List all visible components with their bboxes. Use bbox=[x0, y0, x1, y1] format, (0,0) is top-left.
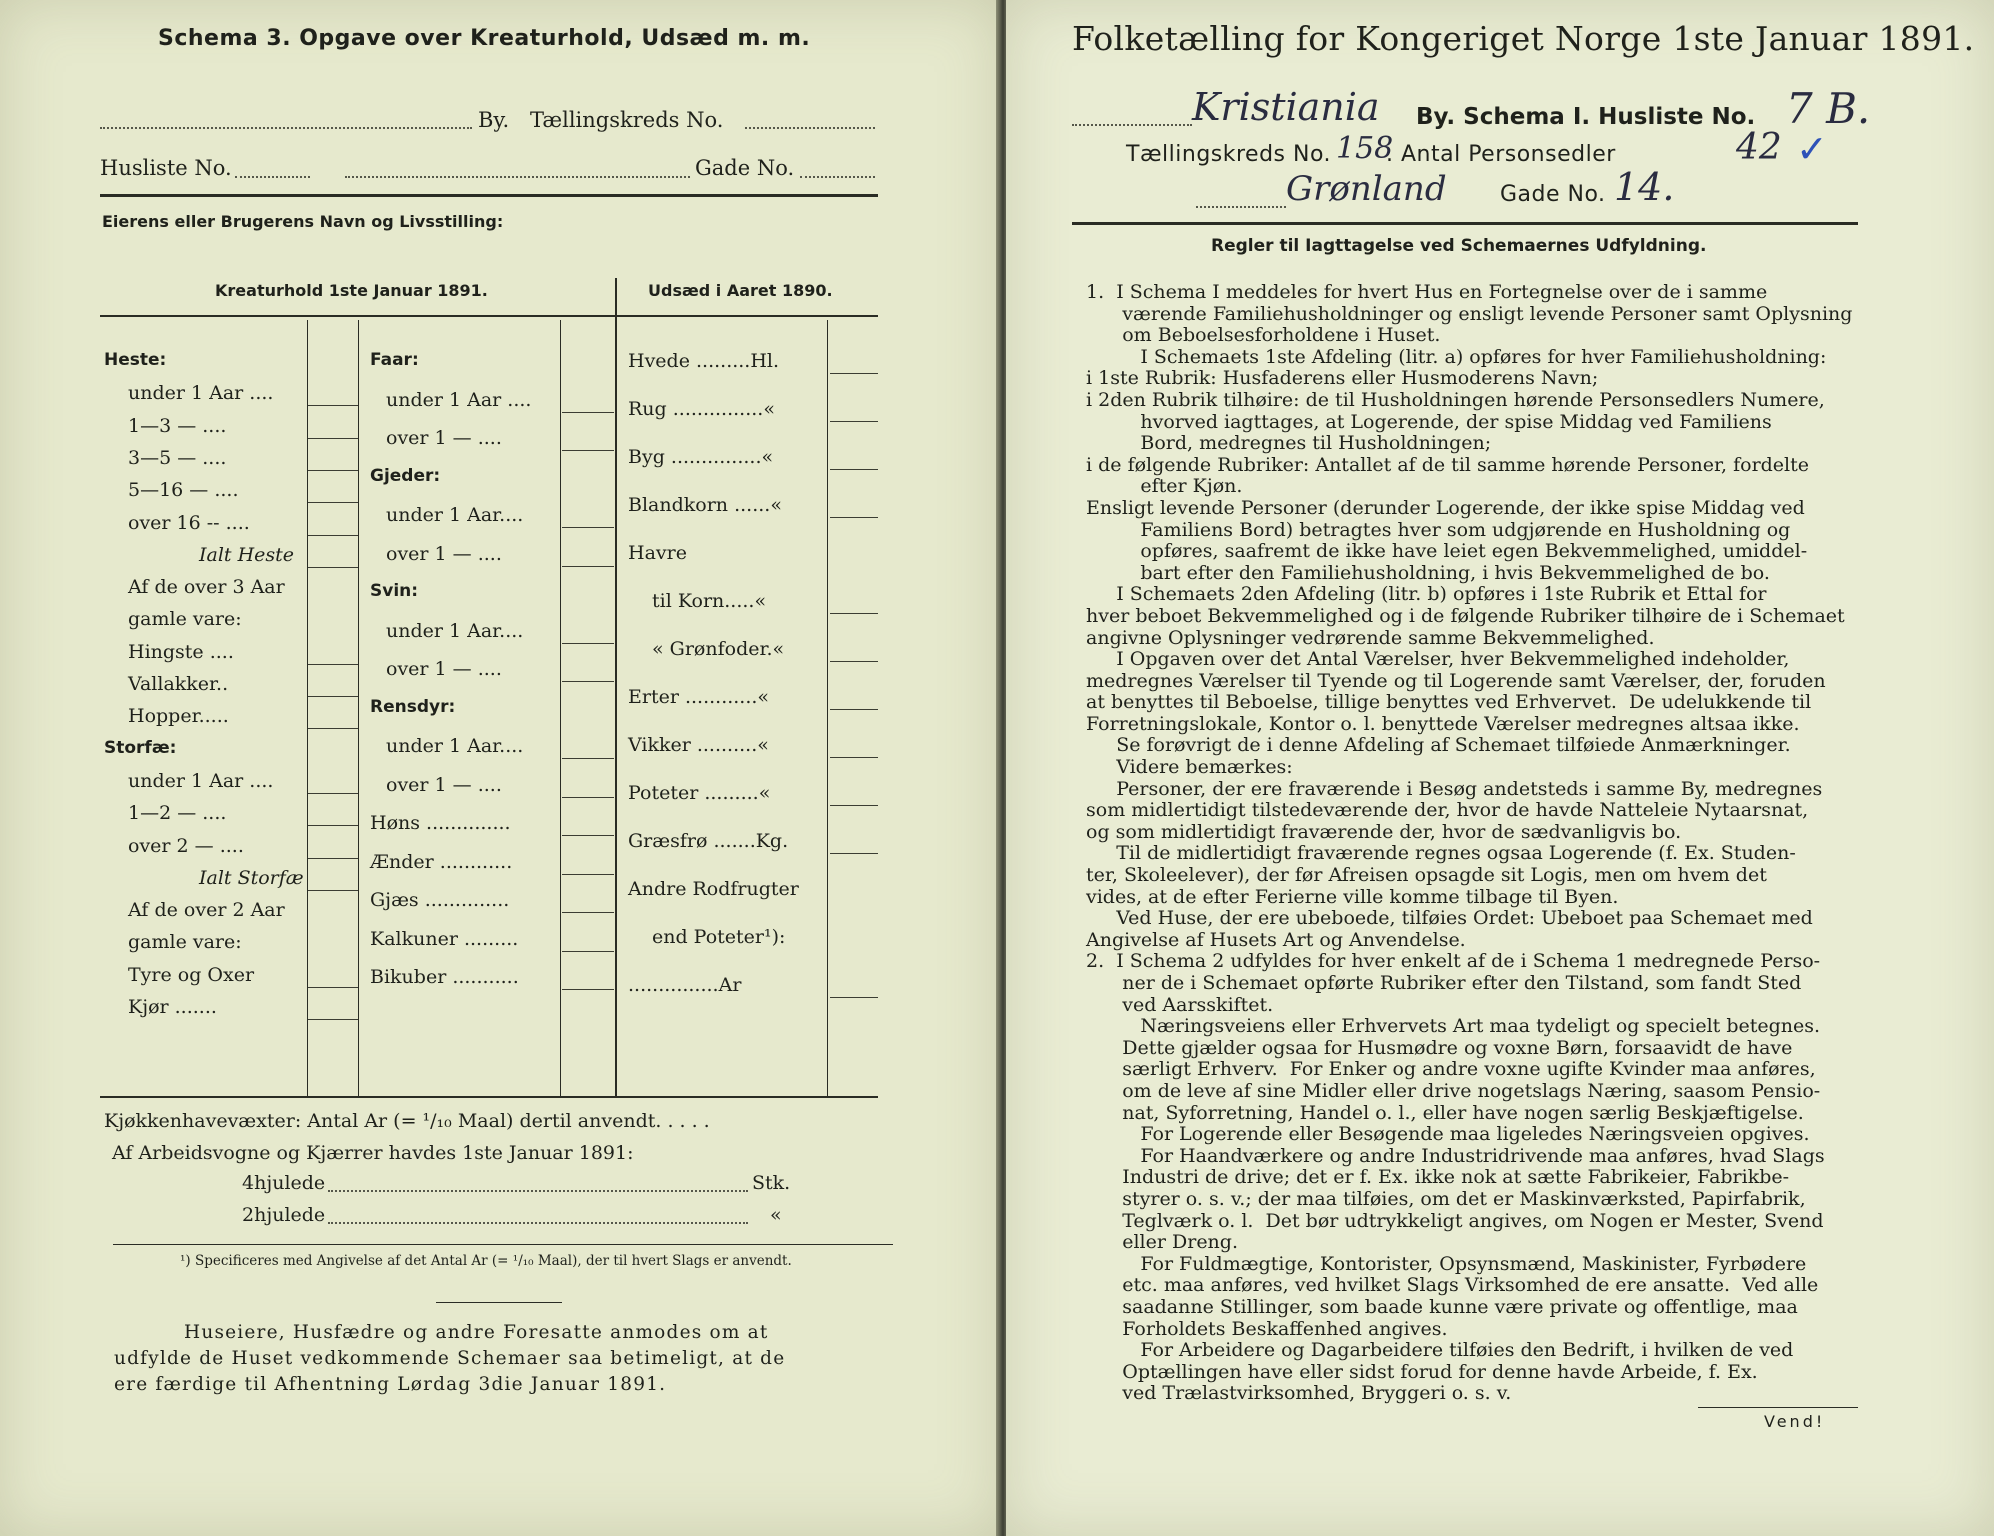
gade-label: Gade No. bbox=[1500, 182, 1606, 207]
col1-row-14: 1—2 — .... bbox=[128, 802, 227, 825]
col1-row-12: Storfæ: bbox=[104, 737, 177, 758]
census-title: Folketælling for Kongeriget Norge 1ste Januar 1891. bbox=[1072, 19, 1975, 58]
col2-row-1: under 1 Aar .... bbox=[386, 388, 532, 411]
col2-row-10: under 1 Aar.... bbox=[386, 735, 524, 757]
col1-row-16: Ialt Storfæ bbox=[199, 866, 304, 889]
col2-blank-12 bbox=[562, 835, 614, 836]
col1-blank-19 bbox=[308, 987, 358, 988]
col1-row-13: under 1 Aar .... bbox=[128, 769, 274, 792]
vend-label: Vend! bbox=[1764, 1412, 1826, 1431]
col3-row-4: Havre bbox=[628, 542, 687, 564]
udsaed-heading: Udsæd i Aaret 1890. bbox=[648, 281, 833, 300]
col2-blank-7 bbox=[562, 643, 614, 644]
rule-line-45: For Fuldmægtige, Kontorister, Opsynsmænd, Maskinister, Fyrbødere bbox=[1086, 1252, 1807, 1275]
rule-line-21: Se forøvrigt de i denne Afdeling af Schemaet tilføiede Anmærkninger. bbox=[1086, 734, 1791, 757]
col3-blank-9 bbox=[830, 805, 878, 806]
rule-line-28: vides, at de efter Ferierne ville komme tilbage til Byen. bbox=[1086, 885, 1619, 908]
col1-row-10: Vallakker.. bbox=[128, 673, 229, 695]
rule-line-44: eller Dreng. bbox=[1086, 1231, 1238, 1254]
closing-line-3: ere færdige til Afhentning Lørdag 3die Januar 1891. bbox=[114, 1374, 667, 1395]
rule-line-17: I Opgaven over det Antal Værelser, hver Bekvemmelighed indeholder, bbox=[1086, 648, 1790, 671]
col2-row-12: Høns .............. bbox=[370, 812, 511, 834]
rule-line-22: Videre bemærkes: bbox=[1086, 756, 1293, 779]
col1-row-4: 5—16 — .... bbox=[128, 479, 239, 502]
rule-line-1: værende Familiehusholdninger og ensligt levende Personer samt Oplysning bbox=[1086, 302, 1853, 325]
gade-label: Gade No. bbox=[695, 156, 795, 180]
rule-line-39: For Logerende eller Besøgende maa ligeledes Næringsveien opgives. bbox=[1086, 1123, 1810, 1146]
col2-blank-2 bbox=[562, 450, 614, 451]
rule-line-35: Dette gjælder ogsaa for Husmødre og voxne Børn, forsaavidt de have bbox=[1086, 1036, 1793, 1059]
col3-row-3: Blandkorn ......« bbox=[628, 494, 782, 516]
col3-row-7: Erter ............« bbox=[628, 686, 770, 708]
col1-row-19: Tyre og Oxer bbox=[128, 963, 255, 986]
rule-line-24: som midlertidigt tilstedeværende der, hvor de havde Natteleie Nytaarsnat, bbox=[1086, 799, 1809, 822]
col1-row-8: gamle vare: bbox=[128, 608, 242, 631]
col3-row-9: Poteter .........« bbox=[628, 782, 771, 804]
col1-blank-20 bbox=[308, 1019, 358, 1020]
rule-line-51: ved Trælastvirksomhed, Bryggeri o. s. v. bbox=[1086, 1382, 1512, 1405]
rule-line-5: i 2den Rubrik tilhøire: de til Husholdningen hørende Personsedlers Numere, bbox=[1086, 388, 1825, 411]
col3-blank-0 bbox=[830, 373, 878, 374]
rules-text bbox=[1086, 282, 1866, 1405]
handwritten-husliste: 7 B. bbox=[1786, 84, 1871, 133]
by-label: By. bbox=[478, 108, 510, 132]
right-page bbox=[1006, 0, 1994, 1536]
col1-blank-9 bbox=[308, 664, 358, 665]
col2-blank-14 bbox=[562, 912, 614, 913]
kreaturhold-heading: Kreaturhold 1ste Januar 1891. bbox=[215, 281, 488, 300]
rule-line-18: medregnes Værelser til Tyende og til Logerende samt Værelser, der, foruden bbox=[1086, 669, 1826, 692]
col1-blank-14 bbox=[308, 825, 358, 826]
col1-row-2: 1—3 — .... bbox=[128, 414, 227, 437]
rule-line-30: Angivelse af Husets Art og Anvendelse. bbox=[1086, 928, 1466, 951]
col2-blank-13 bbox=[562, 874, 614, 875]
col1-row-3: 3—5 — .... bbox=[128, 446, 227, 469]
col1-blank-11 bbox=[308, 728, 358, 729]
col1-blank-16 bbox=[308, 890, 358, 891]
rule-line-7: Bord, medregnes til Husholdningen; bbox=[1086, 432, 1492, 455]
rule-line-46: etc. maa anføres, ved hvilket Slags Virksomhed de ere ansatte. Ved alle bbox=[1086, 1274, 1819, 1297]
rule-line-8: i de følgende Rubriker: Antallet af de til samme hørende Personer, fordelte bbox=[1086, 453, 1810, 476]
col1-row-18: gamle vare: bbox=[128, 931, 242, 954]
col2-blank-5 bbox=[562, 566, 614, 567]
blue-check-mark: ✓ bbox=[1796, 127, 1828, 171]
rule-line-19: at benyttes til Beboelse, tillige benyttes ved Erhvervet. De udelukkende til bbox=[1086, 691, 1812, 714]
handwritten-antal: 42 bbox=[1736, 127, 1782, 168]
col1-row-15: over 2 — .... bbox=[128, 834, 244, 857]
col2-row-14: Gjæs .............. bbox=[370, 889, 510, 911]
kjokkenhave-line: Kjøkkenhavevæxter: Antal Ar (= ¹/₁₀ Maal) dertil anvendt. . . . . bbox=[104, 1110, 710, 1132]
rule-line-20: Forretningslokale, Kontor o. l. benyttede Værelser medregnes altsaa ikke. bbox=[1086, 712, 1800, 735]
handwritten-tk: 158 bbox=[1336, 131, 1394, 166]
taellingskreds-label: Tællingskreds No. bbox=[1126, 142, 1332, 167]
col3-blank-8 bbox=[830, 757, 878, 758]
col2-row-16: Bikuber ........... bbox=[370, 966, 519, 988]
rule-line-25: og som midlertidigt fraværende der, hvor de sædvanligvis bo. bbox=[1086, 820, 1682, 843]
col1-blank-6 bbox=[308, 567, 358, 568]
col3-blank-1 bbox=[830, 421, 878, 422]
rule-line-15: hver beboet Bekvemmelighed og i de følgende Rubriker tilhøire de i Schemaet bbox=[1086, 604, 1845, 627]
col2-row-15: Kalkuner ......... bbox=[370, 927, 519, 950]
rule-line-33: ved Aarsskiftet. bbox=[1086, 993, 1274, 1016]
handwritten-city: Kristiania bbox=[1192, 85, 1380, 129]
rule-line-6: hvorved iagttages, at Logerende, der spise Middag ved Familiens bbox=[1086, 410, 1772, 433]
rule-line-40: For Haandværkere og andre Industridrivende maa anføres, hvad Slags bbox=[1086, 1144, 1825, 1167]
col3-blank-7 bbox=[830, 709, 878, 710]
col2-row-3: Gjeder: bbox=[370, 465, 441, 486]
col1-row-6: Ialt Heste bbox=[199, 543, 295, 566]
rule-line-37: om de leve af sine Midler eller drive nogetslags Næring, saasom Pensio- bbox=[1086, 1079, 1821, 1102]
rule-line-13: bart efter den Familiehusholdning, i hvis Bekvemmelighed de bo. bbox=[1086, 561, 1770, 584]
closing-line-2: udfylde de Huset vedkommende Schemaer saa betimeligt, at de bbox=[114, 1348, 786, 1369]
col1-blank-3 bbox=[308, 470, 358, 471]
col3-blank-2 bbox=[830, 469, 878, 470]
rule-line-41: Industri de drive; det er f. Ex. ikke nok at sætte Fabrikeier, Fabrikbe- bbox=[1086, 1166, 1790, 1189]
rule-line-3: I Schemaets 1ste Afdeling (litr. a) opføres for hver Familiehusholdning: bbox=[1086, 345, 1827, 368]
4hjulede-unit: Stk. bbox=[752, 1172, 791, 1194]
col3-row-2: Byg ...............« bbox=[628, 446, 774, 468]
col2-blank-16 bbox=[562, 989, 614, 990]
col3-row-6: « Grønfoder.« bbox=[652, 638, 785, 660]
col1-blank-13 bbox=[308, 793, 358, 794]
col1-row-5: over 16 -- .... bbox=[128, 511, 250, 534]
col2-row-9: Rensdyr: bbox=[370, 696, 456, 717]
col3-blank-5 bbox=[830, 613, 878, 614]
rule-line-42: styrer o. s. v.; der maa tilføies, om det er Maskinværksted, Papirfabrik, bbox=[1086, 1187, 1806, 1210]
by-schema-label: By. Schema I. Husliste No. bbox=[1416, 104, 1756, 130]
col3-blank-6 bbox=[830, 661, 878, 662]
col2-row-0: Faar: bbox=[370, 350, 419, 370]
col3-blank-10 bbox=[830, 853, 878, 854]
col1-row-0: Heste: bbox=[104, 350, 167, 370]
rule-line-0: 1. I Schema I meddeles for hvert Hus en Fortegnelse over de i samme bbox=[1086, 281, 1768, 303]
col1-row-9: Hingste .... bbox=[128, 640, 234, 663]
rule-line-36: særligt Erhverv. For Enker og andre voxne ugifte Kvinder maa anføres, bbox=[1086, 1058, 1816, 1081]
rule-line-26: Til de midlertidigt fraværende regnes ogsaa Logerende (f. Ex. Studen- bbox=[1086, 842, 1796, 865]
col1-blank-4 bbox=[308, 502, 358, 503]
col2-row-5: over 1 — .... bbox=[386, 542, 502, 565]
rule-line-11: Familiens Bord) betragtes hver som udgjørende en Husholdning og bbox=[1086, 518, 1791, 541]
closing-line-1: Huseiere, Husfædre og andre Foresatte anmodes om at bbox=[184, 1322, 769, 1343]
col2-row-4: under 1 Aar.... bbox=[386, 504, 524, 526]
rule-line-29: Ved Huse, der ere ubeboede, tilføies Ordet: Ubeboet paa Schemaet med bbox=[1086, 907, 1813, 930]
col3-row-8: Vikker ..........« bbox=[628, 734, 769, 756]
rule-line-9: efter Kjøn. bbox=[1086, 475, 1243, 498]
rule-line-50: Optællingen have eller sidst forud for denne havde Arbeide, f. Ex. bbox=[1086, 1360, 1758, 1383]
rule-line-43: Teglværk o. l. Det bør udtrykkeligt angives, om Nogen er Mester, Svend bbox=[1086, 1209, 1824, 1232]
4hjulede-label: 4hjulede bbox=[242, 1172, 326, 1194]
schema3-title: Schema 3. Opgave over Kreaturhold, Udsæd m. m. bbox=[158, 26, 811, 51]
rule-line-4: i 1ste Rubrik: Husfaderens eller Husmoderens Navn; bbox=[1086, 367, 1599, 390]
col2-blank-4 bbox=[562, 527, 614, 528]
rule-line-23: Personer, der ere fraværende i Besøg andetsteds i samme By, medregnes bbox=[1086, 777, 1823, 800]
col1-row-7: Af de over 3 Aar bbox=[128, 576, 285, 599]
col1-row-17: Af de over 2 Aar bbox=[128, 899, 285, 922]
col1-blank-15 bbox=[308, 858, 358, 859]
col3-row-13: ...............Ar bbox=[628, 974, 742, 996]
col3-row-0: Hvede .........Hl. bbox=[628, 350, 780, 372]
rule-line-2: om Beboelsesforholdene i Huset. bbox=[1086, 324, 1441, 347]
col3-row-12: end Poteter¹): bbox=[652, 926, 786, 948]
col3-blank-3 bbox=[830, 517, 878, 518]
rule-line-34: Næringsveiens eller Erhvervets Art maa tydeligt og specielt betegnes. bbox=[1086, 1015, 1821, 1038]
rule-line-16: angivne Oplysninger vedrørende samme Bekvemmelighed. bbox=[1086, 626, 1655, 649]
col2-row-11: over 1 — .... bbox=[386, 773, 502, 796]
rule-line-49: For Arbeidere og Dagarbeidere tilføies den Bedrift, i hvilken de ved bbox=[1086, 1339, 1794, 1362]
col2-row-13: Ænder ............ bbox=[370, 850, 513, 873]
col2-blank-8 bbox=[562, 681, 614, 682]
arbeidsvogne-line: Af Arbeidsvogne og Kjærrer havdes 1ste Januar 1891: bbox=[112, 1142, 634, 1164]
col1-row-20: Kjør ....... bbox=[128, 996, 217, 1018]
footnote: ¹) Specificeres med Angivelse af det Antal Ar (= ¹/₁₀ Maal), der til hvert Slags er anvendt. bbox=[180, 1253, 792, 1269]
rule-line-12: opføres, saafremt de ikke have leiet egen Bekvemmelighed, umiddel- bbox=[1086, 540, 1808, 563]
col3-row-1: Rug ...............« bbox=[628, 398, 775, 420]
col2-row-6: Svin: bbox=[370, 581, 419, 601]
2hjulede-unit: « bbox=[770, 1204, 782, 1226]
col1-row-1: under 1 Aar .... bbox=[128, 382, 274, 405]
taellingskreds-label: Tællingskreds No. bbox=[530, 108, 724, 132]
rule-line-14: I Schemaets 2den Afdeling (litr. b) opføres i 1ste Rubrik et Ettal for bbox=[1086, 583, 1767, 606]
col3-row-5: til Korn.....« bbox=[652, 590, 767, 612]
col2-blank-11 bbox=[562, 797, 614, 798]
col1-blank-10 bbox=[308, 696, 358, 697]
rule-line-10: Ensligt levende Personer (derunder Logerende, der ikke spise Middag ved bbox=[1086, 496, 1805, 519]
rule-line-47: saadanne Stillinger, som baade kunne være private og offentlige, maa bbox=[1086, 1295, 1798, 1318]
husliste-label: Husliste No. bbox=[100, 156, 232, 180]
col2-row-7: under 1 Aar.... bbox=[386, 619, 524, 642]
col2-row-2: over 1 — .... bbox=[386, 427, 502, 449]
col1-blank-1 bbox=[308, 405, 358, 406]
2hjulede-label: 2hjulede bbox=[242, 1204, 326, 1226]
col1-blank-2 bbox=[308, 438, 358, 439]
col3-row-11: Andre Rodfrugter bbox=[628, 878, 799, 900]
antal-personsedler-label: . Antal Personsedler bbox=[1386, 142, 1616, 167]
col2-blank-1 bbox=[562, 412, 614, 413]
col1-row-11: Hopper..... bbox=[128, 705, 229, 728]
col1-blank-5 bbox=[308, 535, 358, 536]
rule-line-27: ter, Skoleelever), der før Afreisen opsagde sit Logis, men om hvem det bbox=[1086, 864, 1767, 887]
col2-blank-10 bbox=[562, 758, 614, 759]
owner-label: Eierens eller Brugerens Navn og Livsstilling: bbox=[102, 212, 504, 231]
rule-line-48: Forholdets Beskaffenhed angives. bbox=[1086, 1317, 1448, 1340]
rule-line-38: nat, Syforretning, Handel o. l., eller have nogen særlig Beskjæftigelse. bbox=[1086, 1101, 1804, 1124]
col2-row-8: over 1 — .... bbox=[386, 658, 502, 680]
rules-title: Regler til Iagttagelse ved Schemaernes Udfyldning. bbox=[1211, 236, 1707, 256]
rule-line-32: ner de i Schemaet opførte Rubriker efter den Tilstand, som fandt Sted bbox=[1086, 972, 1802, 994]
handwritten-gade-no: 14. bbox=[1614, 165, 1675, 209]
handwritten-gade: Grønland bbox=[1286, 169, 1447, 209]
col3-blank-13 bbox=[830, 997, 878, 998]
col2-blank-15 bbox=[562, 951, 614, 952]
rule-line-31: 2. I Schema 2 udfyldes for hver enkelt af de i Schema 1 medregnede Perso- bbox=[1086, 950, 1821, 973]
col3-row-10: Græsfrø .......Kg. bbox=[628, 830, 789, 852]
